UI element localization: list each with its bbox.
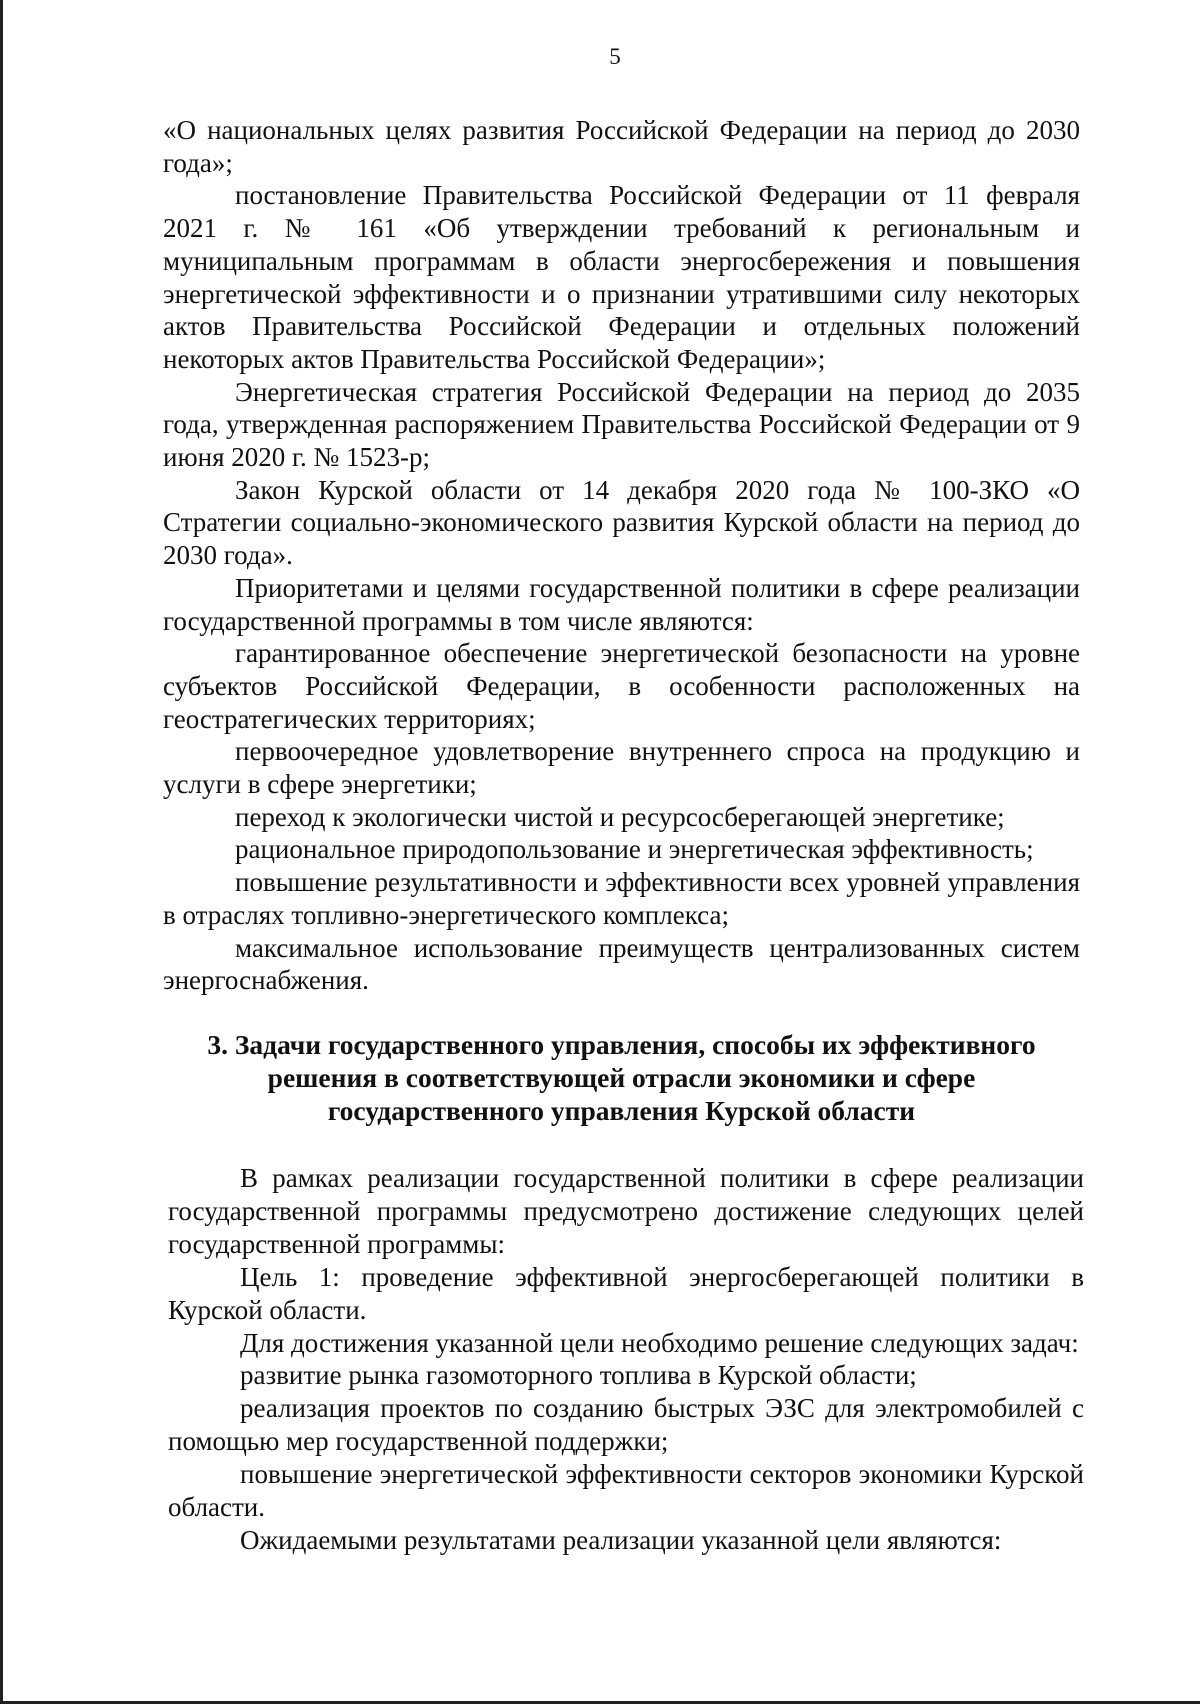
paragraph: постановление Правительства Российской Федерации от 11 февраля 2021 г. № 161 «Об утверждении требований к региональным и муниципальным программам в области энергосбережения и повышения энергетической эффективности и о признании утратившими силу некоторых актов Правительства Российской Федерации и отдельных положений некоторых актов Правительства Российской Федерации»;	[163, 180, 1080, 374]
paragraph: Приоритетами и целями государственной политики в сфере реализации государственной программы в том числе являются:	[163, 572, 1080, 636]
body-text-bottom	[168, 1162, 1084, 1557]
list-item: гарантированное обеспечение энергетической безопасности на уровне субъектов Российской Федерации, в особенности расположенных на геостратегических территориях;	[163, 638, 1080, 734]
paragraph: Для достижения указанной цели необходимо решение следующих задач:	[240, 1327, 1079, 1358]
list-item: переход к экологически чистой и ресурсосберегающей энергетике;	[235, 801, 1005, 832]
paragraph: Ожидаемыми результатами реализации указанной цели являются:	[240, 1524, 1002, 1555]
paragraph: В рамках реализации государственной политики в сфере реализации государственной программы предусмотрено достижение следующих целей государственной программы:	[168, 1163, 1084, 1259]
list-item: развитие рынка газомоторного топлива в Курской области;	[240, 1360, 917, 1391]
section-heading: 3. Задачи государственного управления, способы их эффективного решения в соответствующей отрасли экономики и сфере государственного управления Курской области	[207, 1029, 1036, 1126]
list-item: повышение энергетической эффективности секторов экономики Курской области.	[168, 1459, 1084, 1523]
paragraph: «О национальных целях развития Российской Федерации на период до 2030 года»;	[163, 115, 1080, 178]
list-item: повышение результативности и эффективности всех уровней управления в отраслях топливно-энергетического комплекса;	[163, 867, 1080, 930]
list-item: первоочередное удовлетворение внутреннего спроса на продукцию и услуги в сфере энергетики;	[163, 736, 1080, 800]
body-text-top	[163, 114, 1080, 997]
paragraph: Энергетическая стратегия Российской Федерации на период до 2035 года, утвержденная распоряжением Правительства Российской Федерации от 9 июня 2020 г. № 1523-р;	[163, 376, 1080, 473]
page-number: 5	[609, 44, 621, 69]
list-item: рациональное природопользование и энергетическая эффективность;	[235, 834, 1034, 865]
paragraph: Закон Курской области от 14 декабря 2020 года № 100-ЗКО «О Стратегии социально-экономического развития Курской области на период до 2030 года».	[163, 474, 1080, 571]
scan-border-left	[0, 0, 3, 1704]
paragraph: Цель 1: проведение эффективной энергосберегающей политики в Курской области.	[168, 1261, 1084, 1325]
list-item: реализация проектов по созданию быстрых ЭЗС для электромобилей с помощью мер государственной поддержки;	[168, 1393, 1084, 1457]
list-item: максимальное использование преимуществ централизованных систем энергоснабжения.	[163, 932, 1080, 996]
